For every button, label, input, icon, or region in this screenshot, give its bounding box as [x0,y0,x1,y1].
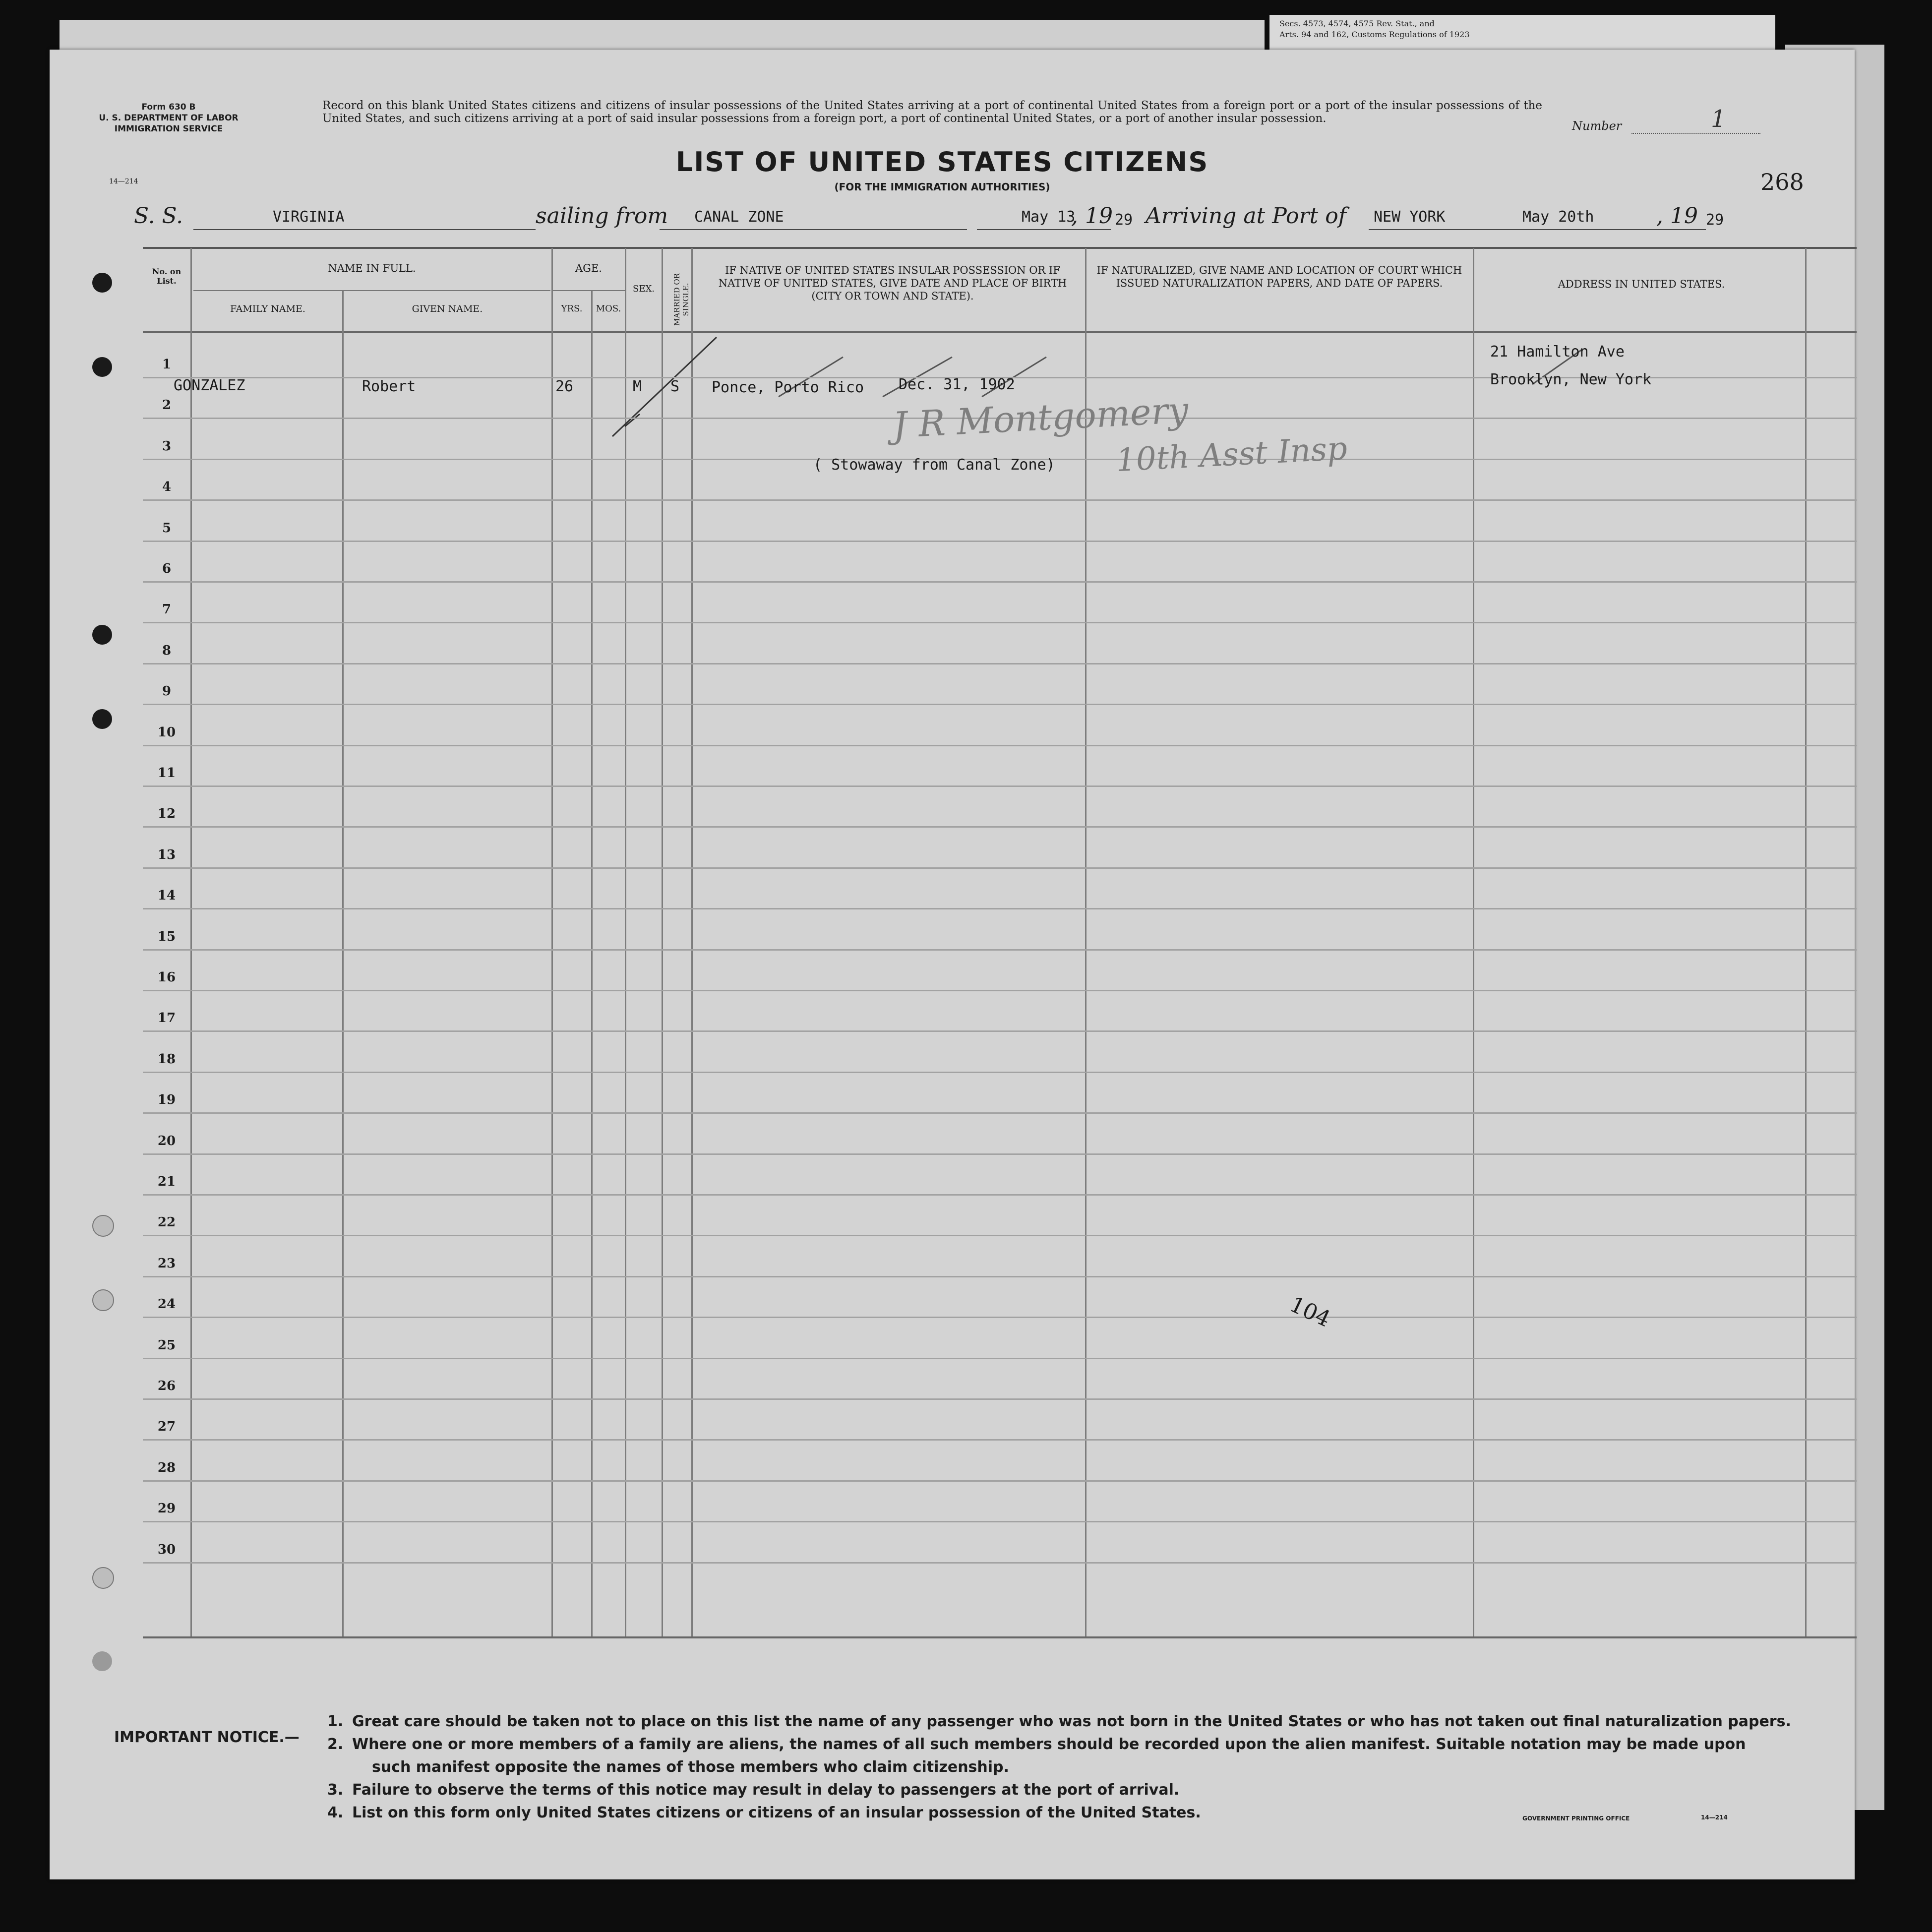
stamp-104: 104 [1286,1291,1334,1332]
header-naturalized: IF NATURALIZED, GIVE NAME AND LOCATION OF COURT WHICH ISSUED NATURALIZATION PAPERS, AND DATE OF PAPERS. [1096,264,1462,289]
form-number: Form 630 B [141,102,196,112]
table-top-border [143,247,1857,249]
row-number: 16 [157,970,176,985]
form-code: 14—214 [109,178,138,185]
depart-year-prefix: , 19 [1071,203,1113,229]
header-no-on-list: No. on List. [152,267,181,286]
entry-address-line2: Brooklyn, New York [1490,371,1652,388]
entry-sex: M [633,378,642,395]
ship-name: VIRGINIA [273,208,345,226]
col-line-mos [625,248,626,1636]
header-birth: IF NATIVE OF UNITED STATES INSULAR POSSESSION OR IF NATIVE OF UNITED STATES, GIVE DATE AND PLACE OF BIRTH (CITY OR TOWN AND STATE). [718,264,1067,302]
row-number: 1 [162,357,172,372]
row-number: 11 [157,766,176,781]
name-subheader-line [193,290,550,291]
table-row [143,541,1857,542]
notice-item3: Failure to observe the terms of this notice may result in delay to passengers at the port of arrival. [352,1781,1180,1799]
table-row [143,622,1857,623]
table-row [143,1398,1857,1400]
row-number: 13 [157,847,176,862]
col-line-no [190,248,192,1636]
punch-hole [92,1651,112,1671]
number-value: 1 [1711,105,1726,133]
row-number: 28 [157,1460,176,1475]
punch-hole [92,625,112,645]
statute-slip [1269,15,1775,55]
table-row [143,949,1857,951]
row-number: 6 [162,561,172,576]
table-row [143,785,1857,787]
table-row [143,499,1857,501]
row-number: 27 [157,1419,176,1434]
table-row [143,990,1857,991]
statute-note-2: Arts. 94 and 162, Customs Regulations of 1923 [1279,30,1470,39]
table-row [143,1480,1857,1482]
header-address: ADDRESS IN UNITED STATES. [1558,278,1725,290]
header-family-name: FAMILY NAME. [230,303,305,314]
entry-age-yrs: 26 [555,378,574,395]
punch-hole [92,357,112,377]
row-number: 3 [162,439,172,454]
arriving-label: Arriving at Port of [1146,203,1347,229]
page-title: LIST OF UNITED STATES CITIZENS [675,146,1209,178]
col-line-given [551,248,553,1636]
entry-birth-date: Dec. 31, 1902 [899,376,1015,393]
col-line-yrs [591,290,593,1636]
header-sex: SEX. [632,284,655,294]
table-row [143,1235,1857,1236]
row-number: 7 [162,602,172,617]
row-number: 15 [157,929,176,944]
printer-name: GOVERNMENT PRINTING OFFICE [1522,1815,1630,1822]
number-label: Number [1572,119,1622,133]
number-line [1631,133,1760,135]
row-number: 8 [162,643,172,658]
table-row [143,1072,1857,1073]
department-name: U. S. DEPARTMENT OF LABOR [99,113,239,123]
header-mos: MOS. [596,303,621,314]
ship-line [193,229,536,230]
entry-address-line1: 21 Hamilton Ave [1490,343,1625,361]
from-port-line [660,229,967,230]
arrival-date: May 20th [1522,208,1594,226]
row-number: 25 [157,1338,176,1353]
entry-note: ( Stowaway from Canal Zone) [813,456,1055,474]
page-subtitle: (FOR THE IMMIGRATION AUTHORITIES) [834,181,1050,193]
notice-item2-num: 2. [327,1736,344,1753]
arrival-line [1369,229,1706,230]
header-yrs: YRS. [561,303,583,314]
stamp-number: 268 [1760,169,1804,195]
service-name: IMMIGRATION SERVICE [114,124,223,134]
sailing-label: sailing from [536,203,668,229]
row-number: 23 [157,1256,176,1271]
row-number: 14 [157,888,176,903]
entry-marital: S [670,378,680,395]
table-row [143,1030,1857,1032]
table-row [143,1439,1857,1441]
row-number: 29 [157,1501,176,1516]
row-number: 26 [157,1379,176,1393]
table-row [143,581,1857,583]
depart-date-line [977,229,1111,230]
row-number: 10 [157,725,176,740]
row-number: 21 [157,1174,176,1189]
table-row [143,1153,1857,1155]
table-row [143,826,1857,828]
header-age: AGE. [575,262,602,274]
col-line-birth [1085,248,1087,1636]
table-header-border [143,331,1857,333]
row-number: 5 [162,521,172,536]
row-number: 24 [157,1297,176,1312]
table-row [143,663,1857,664]
entry-family-name: GONZALEZ [174,377,245,394]
table-row [143,1276,1857,1277]
notice-item4: List on this form only United States citizens or citizens of an insular possession of the United States. [352,1804,1201,1821]
row-number: 19 [157,1092,176,1107]
printer-code: 14—214 [1701,1814,1728,1821]
arrival-year-prefix: , 19 [1656,203,1698,229]
table-row [143,1112,1857,1114]
notice-item2b: such manifest opposite the names of those members who claim citizenship. [372,1758,1009,1776]
instruction-text: Record on this blank United States citizens and citizens of insular possessions of the United States arriving at a port of continental United States from a foreign port or a port of the insular possessions of the United States, and such citizens arriving at a port of said insular possessions from a foreign port, a port of continental United States, or a port of another insular possession. [322,99,1542,125]
depart-date: May 13 [1022,208,1076,226]
col-line-family [342,290,344,1636]
table-row [143,908,1857,909]
row-number: 2 [162,398,172,413]
table-row [143,1562,1857,1564]
inspector-title: 10th Asst Insp [1115,430,1348,480]
table-bottom-border [143,1636,1857,1638]
form-identifier [89,102,248,134]
row-number: 18 [157,1052,176,1067]
header-married-or-single: MARRIED OR SINGLE. [672,273,690,326]
col-line-sex [662,248,663,1636]
col-line-marital [691,248,693,1636]
punch-hole [92,1215,114,1237]
depart-year-prefix-text: 19 [1085,203,1113,229]
punch-hole [92,709,112,729]
notice-item3-num: 3. [327,1781,344,1799]
table-row [143,867,1857,869]
punch-hole [92,1289,114,1311]
notice-item4-num: 4. [327,1804,344,1821]
arrival-year-prefix-text: 19 [1670,203,1698,229]
ss-label: S. S. [134,203,183,229]
from-port: CANAL ZONE [694,208,784,226]
row-number: 9 [162,684,172,699]
notice-item1-num: 1. [327,1713,344,1730]
arrival-port: NEW YORK [1374,208,1446,226]
header-given-name: GIVEN NAME. [412,303,483,314]
arrival-year: 29 [1706,211,1724,229]
depart-year: 29 [1115,211,1133,229]
table-row [143,704,1857,705]
notice-label: IMPORTANT NOTICE.— [114,1729,300,1746]
table-row [143,1317,1857,1318]
table-row [143,1194,1857,1196]
notice-item2a: Where one or more members of a family are aliens, the names of all such members should be recorded upon the alien manifest. Suitable notation may be made upon [352,1736,1746,1753]
col-line-address [1805,248,1807,1636]
row-number: 20 [157,1134,176,1148]
age-subheader-line [552,290,626,291]
row-number: 17 [157,1011,176,1026]
header-name-in-full: NAME IN FULL. [328,262,416,274]
inspector-signature: J R Montgomery [892,389,1190,446]
manifest-sheet [50,50,1855,1879]
row-number: 22 [157,1215,176,1230]
col-line-naturalized [1473,248,1474,1636]
table-row [143,745,1857,746]
notice-item1: Great care should be taken not to place on this list the name of any passenger who was not born in the United States or who has not taken out final naturalization papers. [352,1713,1791,1730]
row-number: 12 [157,806,176,821]
table-row [143,1358,1857,1359]
statute-note-1: Secs. 4573, 4574, 4575 Rev. Stat., and [1279,19,1435,28]
table-row [143,1521,1857,1522]
punch-hole [92,1567,114,1589]
row-number: 30 [157,1542,176,1557]
entry-birth-place: Ponce, Porto Rico [712,379,864,396]
entry-given-name: Robert [362,378,416,395]
punch-hole [92,273,112,293]
row-number: 4 [162,480,172,494]
